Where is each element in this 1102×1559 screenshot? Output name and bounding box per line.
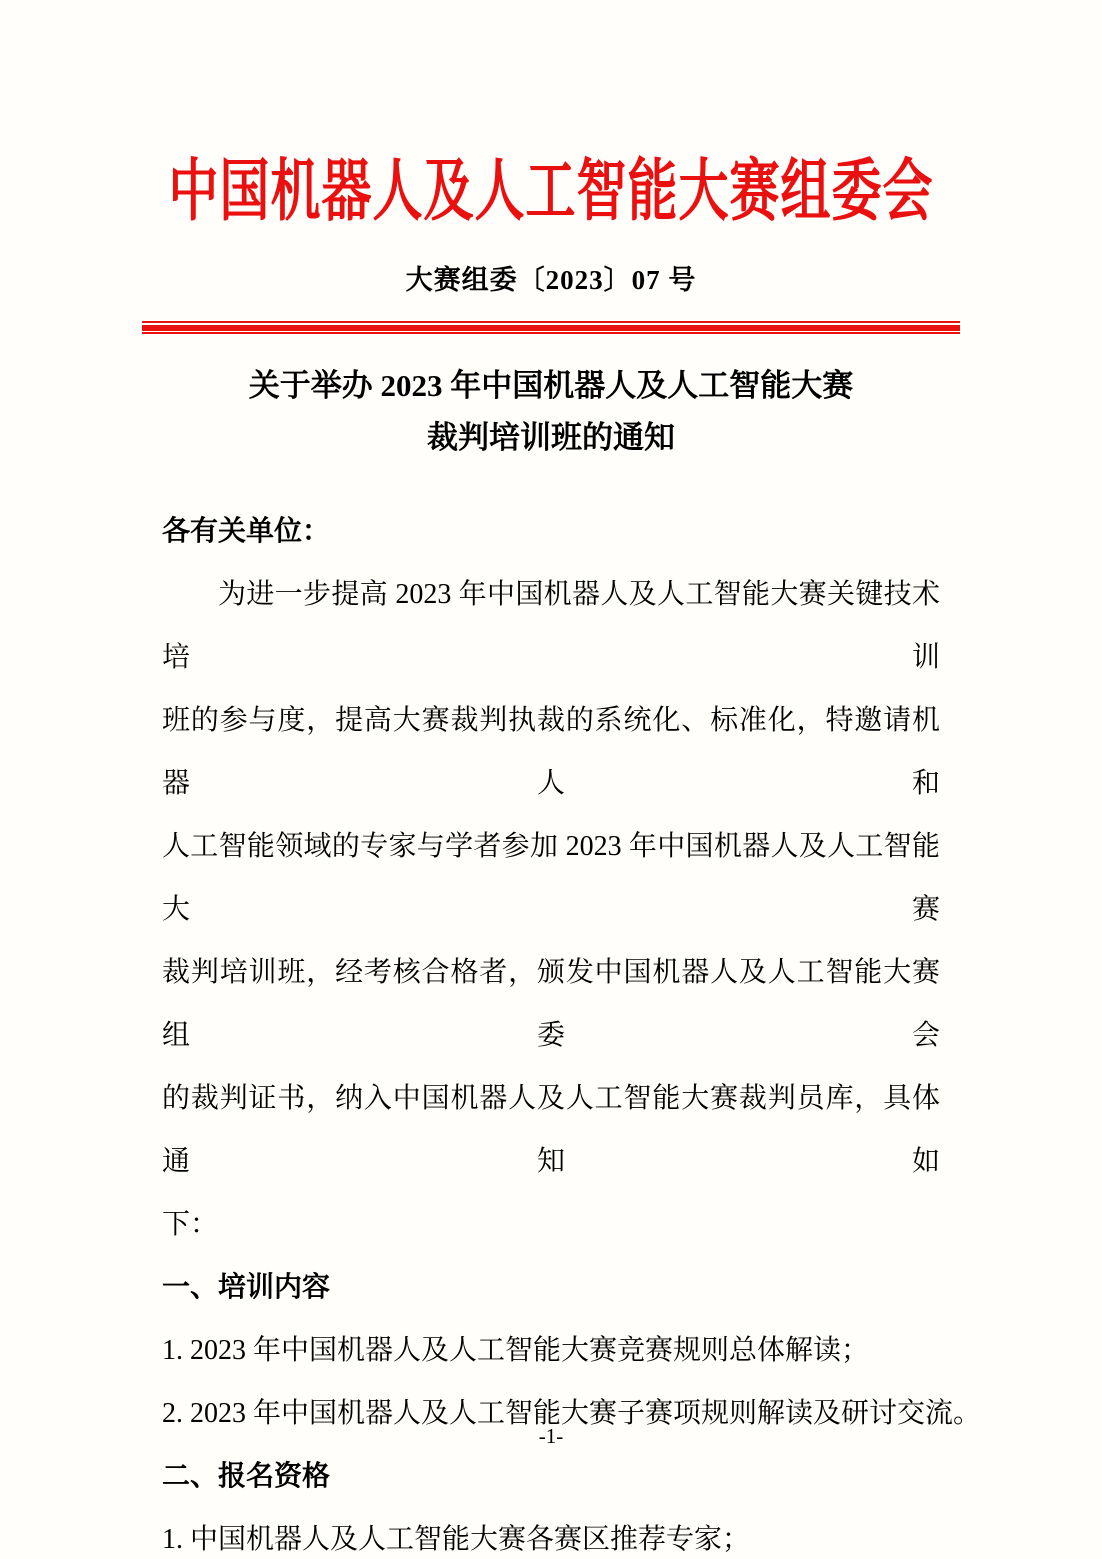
paragraph-line: 班的参与度，提高大赛裁判执裁的系统化、标准化，特邀请机器人和 bbox=[162, 705, 940, 799]
salutation: 各有关单位： bbox=[162, 516, 331, 547]
paragraph-line: 人工智能领域的专家与学者参加 2023 年中国机器人及人工智能大赛 bbox=[162, 831, 940, 925]
section-1-item: 1. 2023 年中国机器人及人工智能大赛竞赛规则总体解读； bbox=[162, 1335, 870, 1366]
section-2-item: 1. 中国机器人及人工智能大赛各赛区推荐专家； bbox=[162, 1524, 751, 1555]
org-title: 中国机器人及人工智能大赛组委会 bbox=[168, 153, 934, 229]
document-title-line2: 裁判培训班的通知 bbox=[427, 420, 675, 455]
section-heading-1: 一、培训内容 bbox=[162, 1272, 331, 1303]
document-title-line1: 关于举办 2023 年中国机器人及人工智能大赛 bbox=[248, 368, 854, 403]
paragraph-line: 下： bbox=[162, 1209, 219, 1240]
section-heading-2: 二、报名资格 bbox=[162, 1461, 331, 1492]
document-content bbox=[0, 150, 1102, 1559]
document-body bbox=[162, 500, 982, 1559]
section-1-item: 2. 2023 年中国机器人及人工智能大赛子赛项规则解读及研讨交流。 bbox=[162, 1398, 982, 1429]
paragraph-line: 的裁判证书，纳入中国机器人及人工智能大赛裁判员库，具体通知如 bbox=[162, 1083, 940, 1177]
paragraph-line: 为进一步提高 2023 年中国机器人及人工智能大赛关键技术培训 bbox=[162, 579, 940, 673]
page-number: -1- bbox=[538, 1424, 564, 1448]
doc-number: 大赛组委〔2023〕07 号 bbox=[405, 265, 697, 295]
document-title bbox=[162, 360, 940, 464]
rule-thin-bottom-line bbox=[142, 332, 960, 334]
red-separator-rule bbox=[142, 321, 960, 334]
paragraph-line: 裁判培训班，经考核合格者，颁发中国机器人及人工智能大赛组委会 bbox=[162, 957, 940, 1051]
